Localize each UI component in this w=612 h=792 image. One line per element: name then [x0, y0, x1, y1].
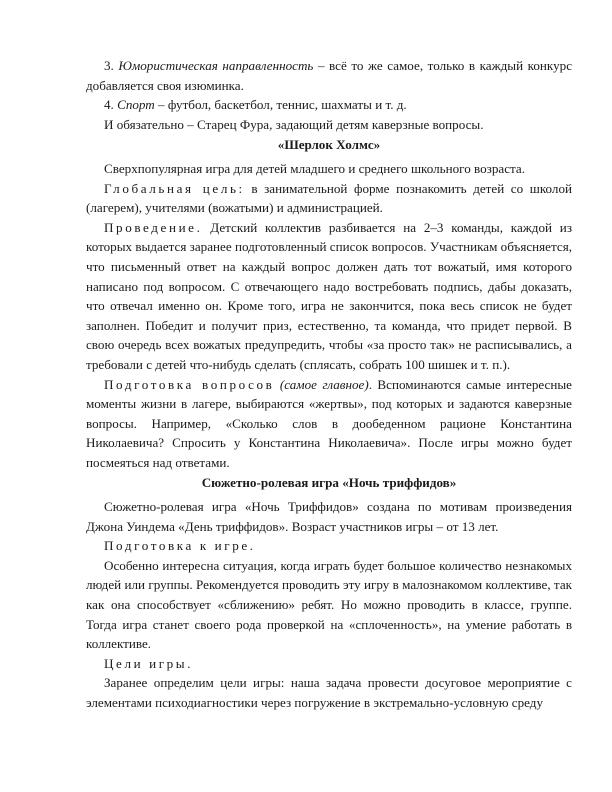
lead-global-goal: Глобальная цель:	[104, 180, 245, 196]
paragraph-global-goal: Глобальная цель: в занимательной форме познакомить детей со школой (лагерем), учителями (вожатыми) и администрацией.	[86, 180, 573, 216]
list-item-sport: 4. Спорт – футбол, баскетбол, теннис, шахматы и т. д.	[104, 97, 407, 113]
subheading-preparation: Подготовка к игре.	[104, 538, 256, 554]
list-item-humor: 3. Юмористическая направленность – всё то же самое, только в каждый конкурс добавляется своя изюминка.	[86, 58, 573, 93]
subheading-goals: Цели игры.	[104, 655, 194, 671]
lead-question-prep: Подготовка вопросов	[104, 376, 275, 392]
paragraph-game-intro: Сверхпопулярная игра для детей младшего и среднего школьного возраста.	[104, 160, 525, 176]
note-most-important: (самое главное)	[274, 376, 369, 392]
lead-conduct: Проведение.	[104, 219, 203, 235]
paragraph-goals: Заранее определим цели игры: наша задача провести досуговое мероприятие с элементами психодиагностики через погружение в экстремально-условную среду	[86, 675, 572, 710]
term-humor: Юмористическая направленность	[118, 58, 314, 73]
paragraph-starets-fura: И обязательно – Старец Фура, задающий детям каверзные вопросы.	[104, 116, 484, 132]
term-sport: Спорт	[117, 97, 155, 113]
paragraph-conduct: Проведение. Детский коллектив разбивается на 2–3 команды, каждой из которых выдается заранее подготовленный список вопросов. Участникам объясняется, что письменный ответ на каждый вопрос должен дать тот вожатый, имя которого написано под вопросом. С отвечающего надо востребовать подпись, дабы доказать, что отвечал именно он. Кроме того, игра не закончится, пока весь список не будет заполнен. Победит и получит приз, естественно, та команда, что придет первой. В свою очередь всех вожатых предупредить, чтобы «за просто так» не расписывались, а требовали с детей что-нибудь сделать (сплясать, собрать 100 шишек и т. п.).	[86, 219, 572, 372]
paragraph-preparation: Особенно интересна ситуация, когда играть будет большое количество незнакомых людей или группы. Рекомендуется проводить эту игру в малознакомом коллективе, так как она способствует «сближению» ребят. Но можно проводить в классе, группе. Тогда игра станет своего рода проверкой на «сплоченность», на умение работать в коллективе.	[86, 557, 572, 652]
paragraph-triffids-intro: Сюжетно-ролевая игра «Ночь Триффидов» создана по мотивам произведения Джона Уиндема «День триффидов». Возраст участников игры – от 13 лет.	[86, 499, 572, 534]
section-heading-sherlock: «Шерлок Холмс»	[277, 137, 381, 153]
paragraph-question-prep: Подготовка вопросов (самое главное). Вспоминаются самые интересные моменты жизни в лагере, выбираются «жертвы», под которых и задаются каверзные вопросы. Например, «Сколько слов в дообеденном рационе Константина Николаевича? Спросить у Константина Николаевича». После игры можно будет посмеяться над ответами.	[86, 376, 572, 470]
section-heading-triffids: Сюжетно-ролевая игра «Ночь триффидов»	[201, 475, 457, 491]
